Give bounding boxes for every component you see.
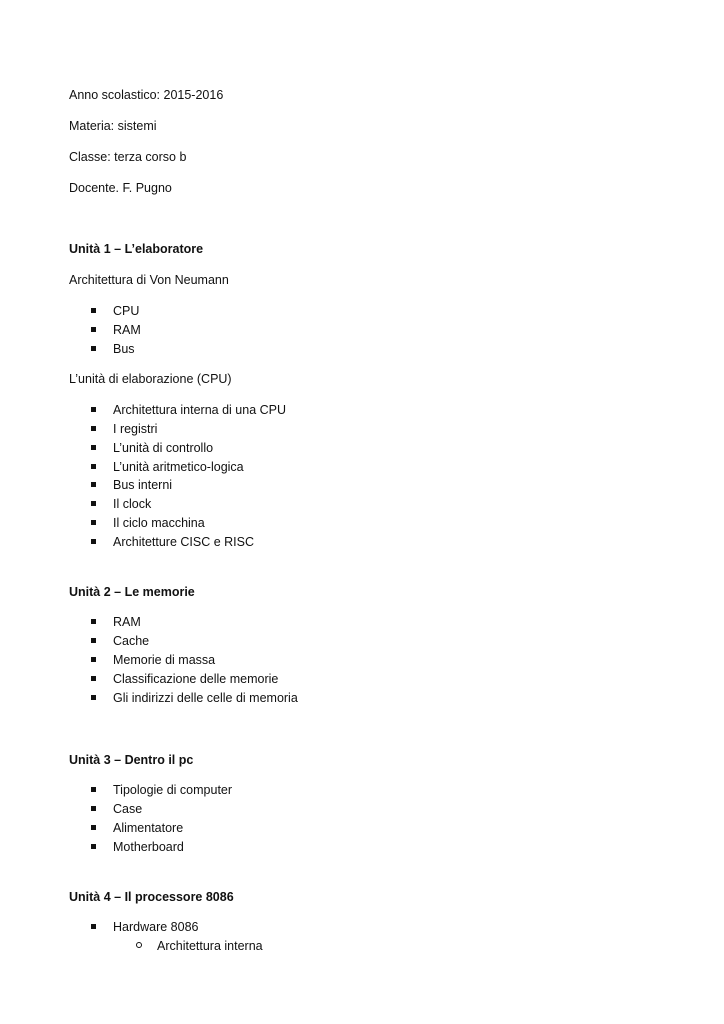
square-bullet-icon	[91, 825, 96, 830]
square-bullet-icon	[91, 806, 96, 811]
square-bullet-icon	[91, 346, 96, 351]
square-bullet-icon	[91, 657, 96, 662]
list-item: RAM	[113, 614, 141, 630]
square-bullet-icon	[91, 539, 96, 544]
list-item: Tipologie di computer	[113, 782, 232, 798]
list-item: Memorie di massa	[113, 652, 215, 668]
list-item: L’unità aritmetico-logica	[113, 459, 244, 475]
square-bullet-icon	[91, 924, 96, 929]
square-bullet-icon	[91, 327, 96, 332]
circle-bullet-icon	[136, 942, 142, 948]
unit1-section2-title: L’unità di elaborazione (CPU)	[69, 372, 232, 386]
square-bullet-icon	[91, 695, 96, 700]
list-item: Il ciclo macchina	[113, 515, 205, 531]
square-bullet-icon	[91, 426, 96, 431]
square-bullet-icon	[91, 407, 96, 412]
list-item: CPU	[113, 303, 139, 319]
unit1-title: Unità 1 – L’elaboratore	[69, 242, 204, 256]
unit4-title: Unità 4 – Il processore 8086	[69, 890, 234, 904]
square-bullet-icon	[91, 676, 96, 681]
class: Classe: terza corso b	[69, 150, 187, 164]
square-bullet-icon	[91, 787, 96, 792]
square-bullet-icon	[91, 445, 96, 450]
list-item: I registri	[113, 421, 157, 437]
sub-list-item: Architettura interna	[157, 938, 263, 954]
square-bullet-icon	[91, 501, 96, 506]
unit1-section1-title: Architettura di Von Neumann	[69, 273, 229, 287]
list-item: Bus	[113, 341, 135, 357]
list-item: RAM	[113, 322, 141, 338]
unit3-title: Unità 3 – Dentro il pc	[69, 753, 194, 767]
square-bullet-icon	[91, 844, 96, 849]
list-item: Bus interni	[113, 477, 172, 493]
square-bullet-icon	[91, 520, 96, 525]
list-item: Architettura interna di una CPU	[113, 402, 286, 418]
square-bullet-icon	[91, 482, 96, 487]
square-bullet-icon	[91, 308, 96, 313]
list-item: Il clock	[113, 496, 151, 512]
square-bullet-icon	[91, 638, 96, 643]
square-bullet-icon	[91, 464, 96, 469]
school-year: Anno scolastico: 2015-2016	[69, 88, 224, 102]
list-item: Hardware 8086	[113, 919, 198, 935]
list-item: Gli indirizzi delle celle di memoria	[113, 690, 298, 706]
list-item: Cache	[113, 633, 149, 649]
list-item: Classificazione delle memorie	[113, 671, 278, 687]
list-item: Architetture CISC e RISC	[113, 534, 254, 550]
list-item: L’unità di controllo	[113, 440, 213, 456]
list-item: Motherboard	[113, 839, 184, 855]
teacher: Docente. F. Pugno	[69, 181, 172, 195]
list-item: Case	[113, 801, 142, 817]
subject: Materia: sistemi	[69, 119, 157, 133]
unit2-title: Unità 2 – Le memorie	[69, 585, 195, 599]
list-item: Alimentatore	[113, 820, 183, 836]
square-bullet-icon	[91, 619, 96, 624]
